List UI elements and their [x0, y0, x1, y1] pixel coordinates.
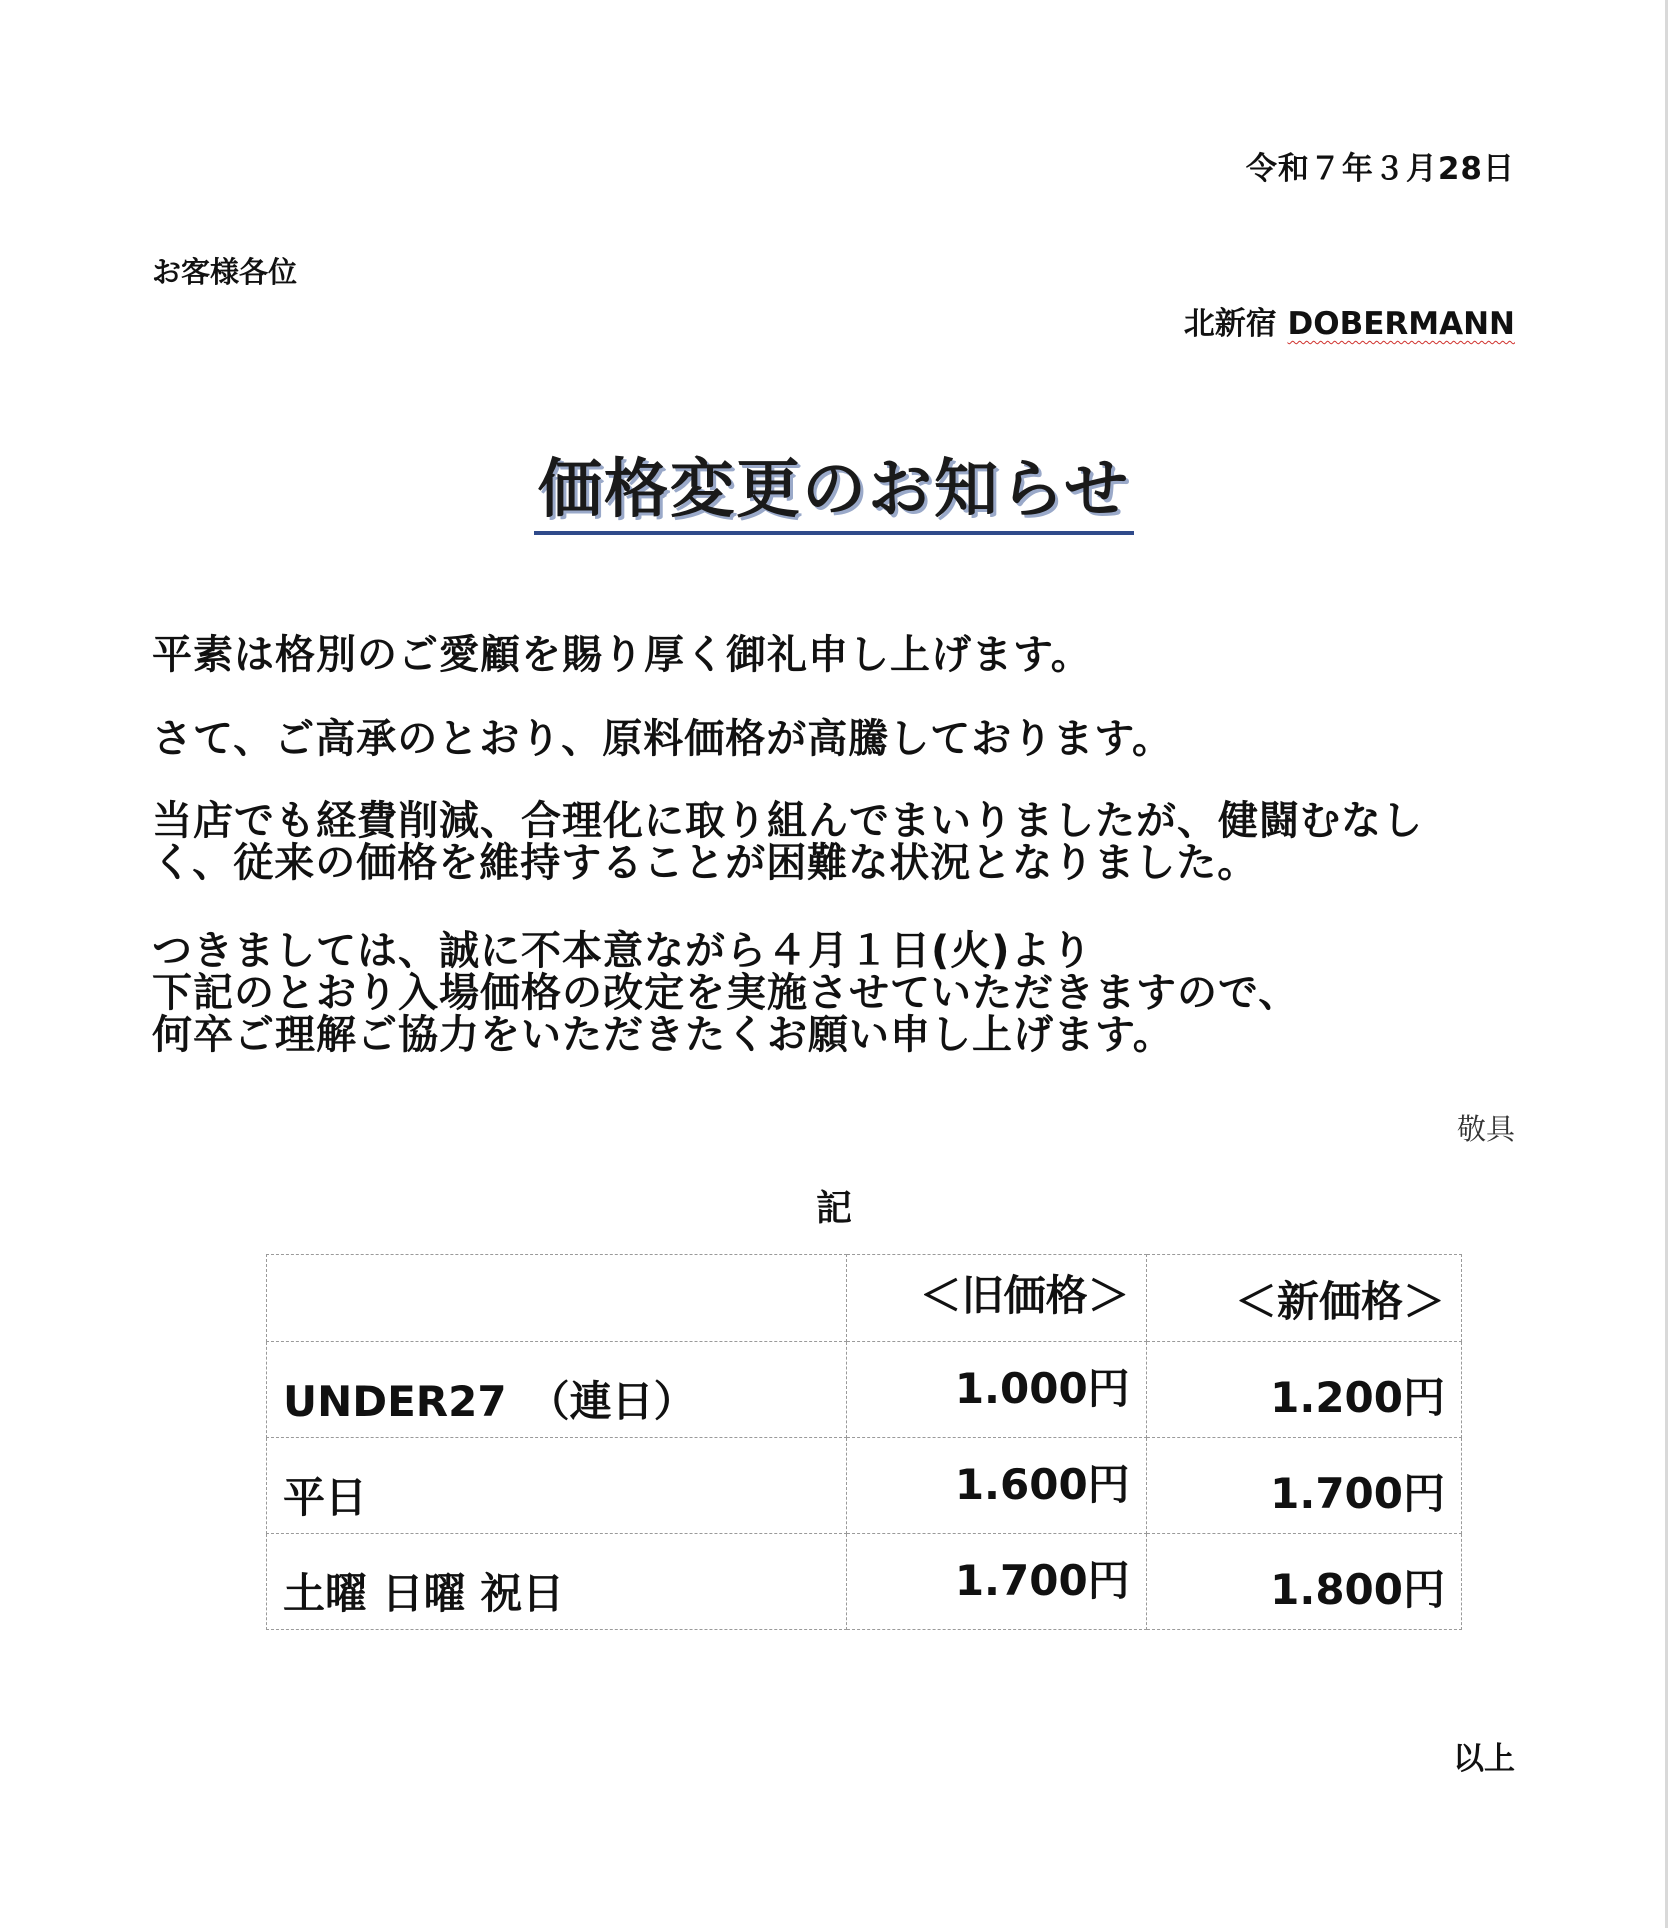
table-row	[267, 1438, 1462, 1534]
paragraph-announcement-line-1: つきましては、誠に不本意ながら４月１日(火)より	[152, 928, 1093, 974]
paragraph-announcement	[152, 930, 1532, 1056]
new-price: 1.800円	[1146, 1534, 1461, 1630]
sender-name: DOBERMANN	[1287, 306, 1515, 342]
sender-prefix: 北新宿	[1183, 306, 1277, 342]
recipient: お客様各位	[152, 255, 298, 289]
closing-ijo: 以上	[1453, 1741, 1515, 1777]
paragraph-greeting: 平素は格別のご愛顧を賜り厚く御礼申し上げます。	[152, 632, 1092, 678]
paragraph-situation-line-2: く、従来の価格を維持することが困難な状況となりました。	[152, 840, 1259, 886]
closing-keigu: 敬具	[1456, 1112, 1515, 1146]
old-price: 1.000円	[847, 1342, 1147, 1438]
row-label: UNDER27 （連日）	[267, 1342, 847, 1438]
document-title: 価格変更のお知らせ	[534, 455, 1134, 535]
old-price: 1.700円	[847, 1534, 1147, 1630]
row-label: 土曜 日曜 祝日	[267, 1534, 847, 1630]
paragraph-situation	[152, 800, 1532, 884]
old-price: 1.600円	[847, 1438, 1147, 1534]
sender	[1184, 298, 1515, 343]
table-row	[267, 1342, 1462, 1438]
ki-heading: 記	[815, 1188, 852, 1229]
document-date: 令和７年３月28日	[1245, 151, 1515, 187]
row-label: 平日	[267, 1438, 847, 1534]
price-table	[266, 1254, 1462, 1630]
new-price: 1.700円	[1146, 1438, 1461, 1534]
new-price: 1.200円	[1146, 1342, 1461, 1438]
paragraph-reason: さて、ご高承のとおり、原料価格が高騰しております。	[152, 716, 1173, 762]
header-old-price: ＜旧価格＞	[847, 1255, 1147, 1342]
paragraph-announcement-line-3: 何卒ご理解ご協力をいただきたくお願い申し上げます。	[152, 1012, 1174, 1058]
paragraph-situation-line-1: 当店でも経費削減、合理化に取り組んでまいりましたが、健闘むなし	[152, 798, 1423, 844]
table-row	[267, 1534, 1462, 1630]
header-new-price: ＜新価格＞	[1146, 1255, 1461, 1342]
paragraph-announcement-line-2: 下記のとおり入場価格の改定を実施させていただきますので、	[152, 970, 1300, 1016]
title-container	[0, 455, 1668, 535]
table-header-row	[267, 1255, 1462, 1342]
header-cell-empty	[267, 1255, 847, 1342]
